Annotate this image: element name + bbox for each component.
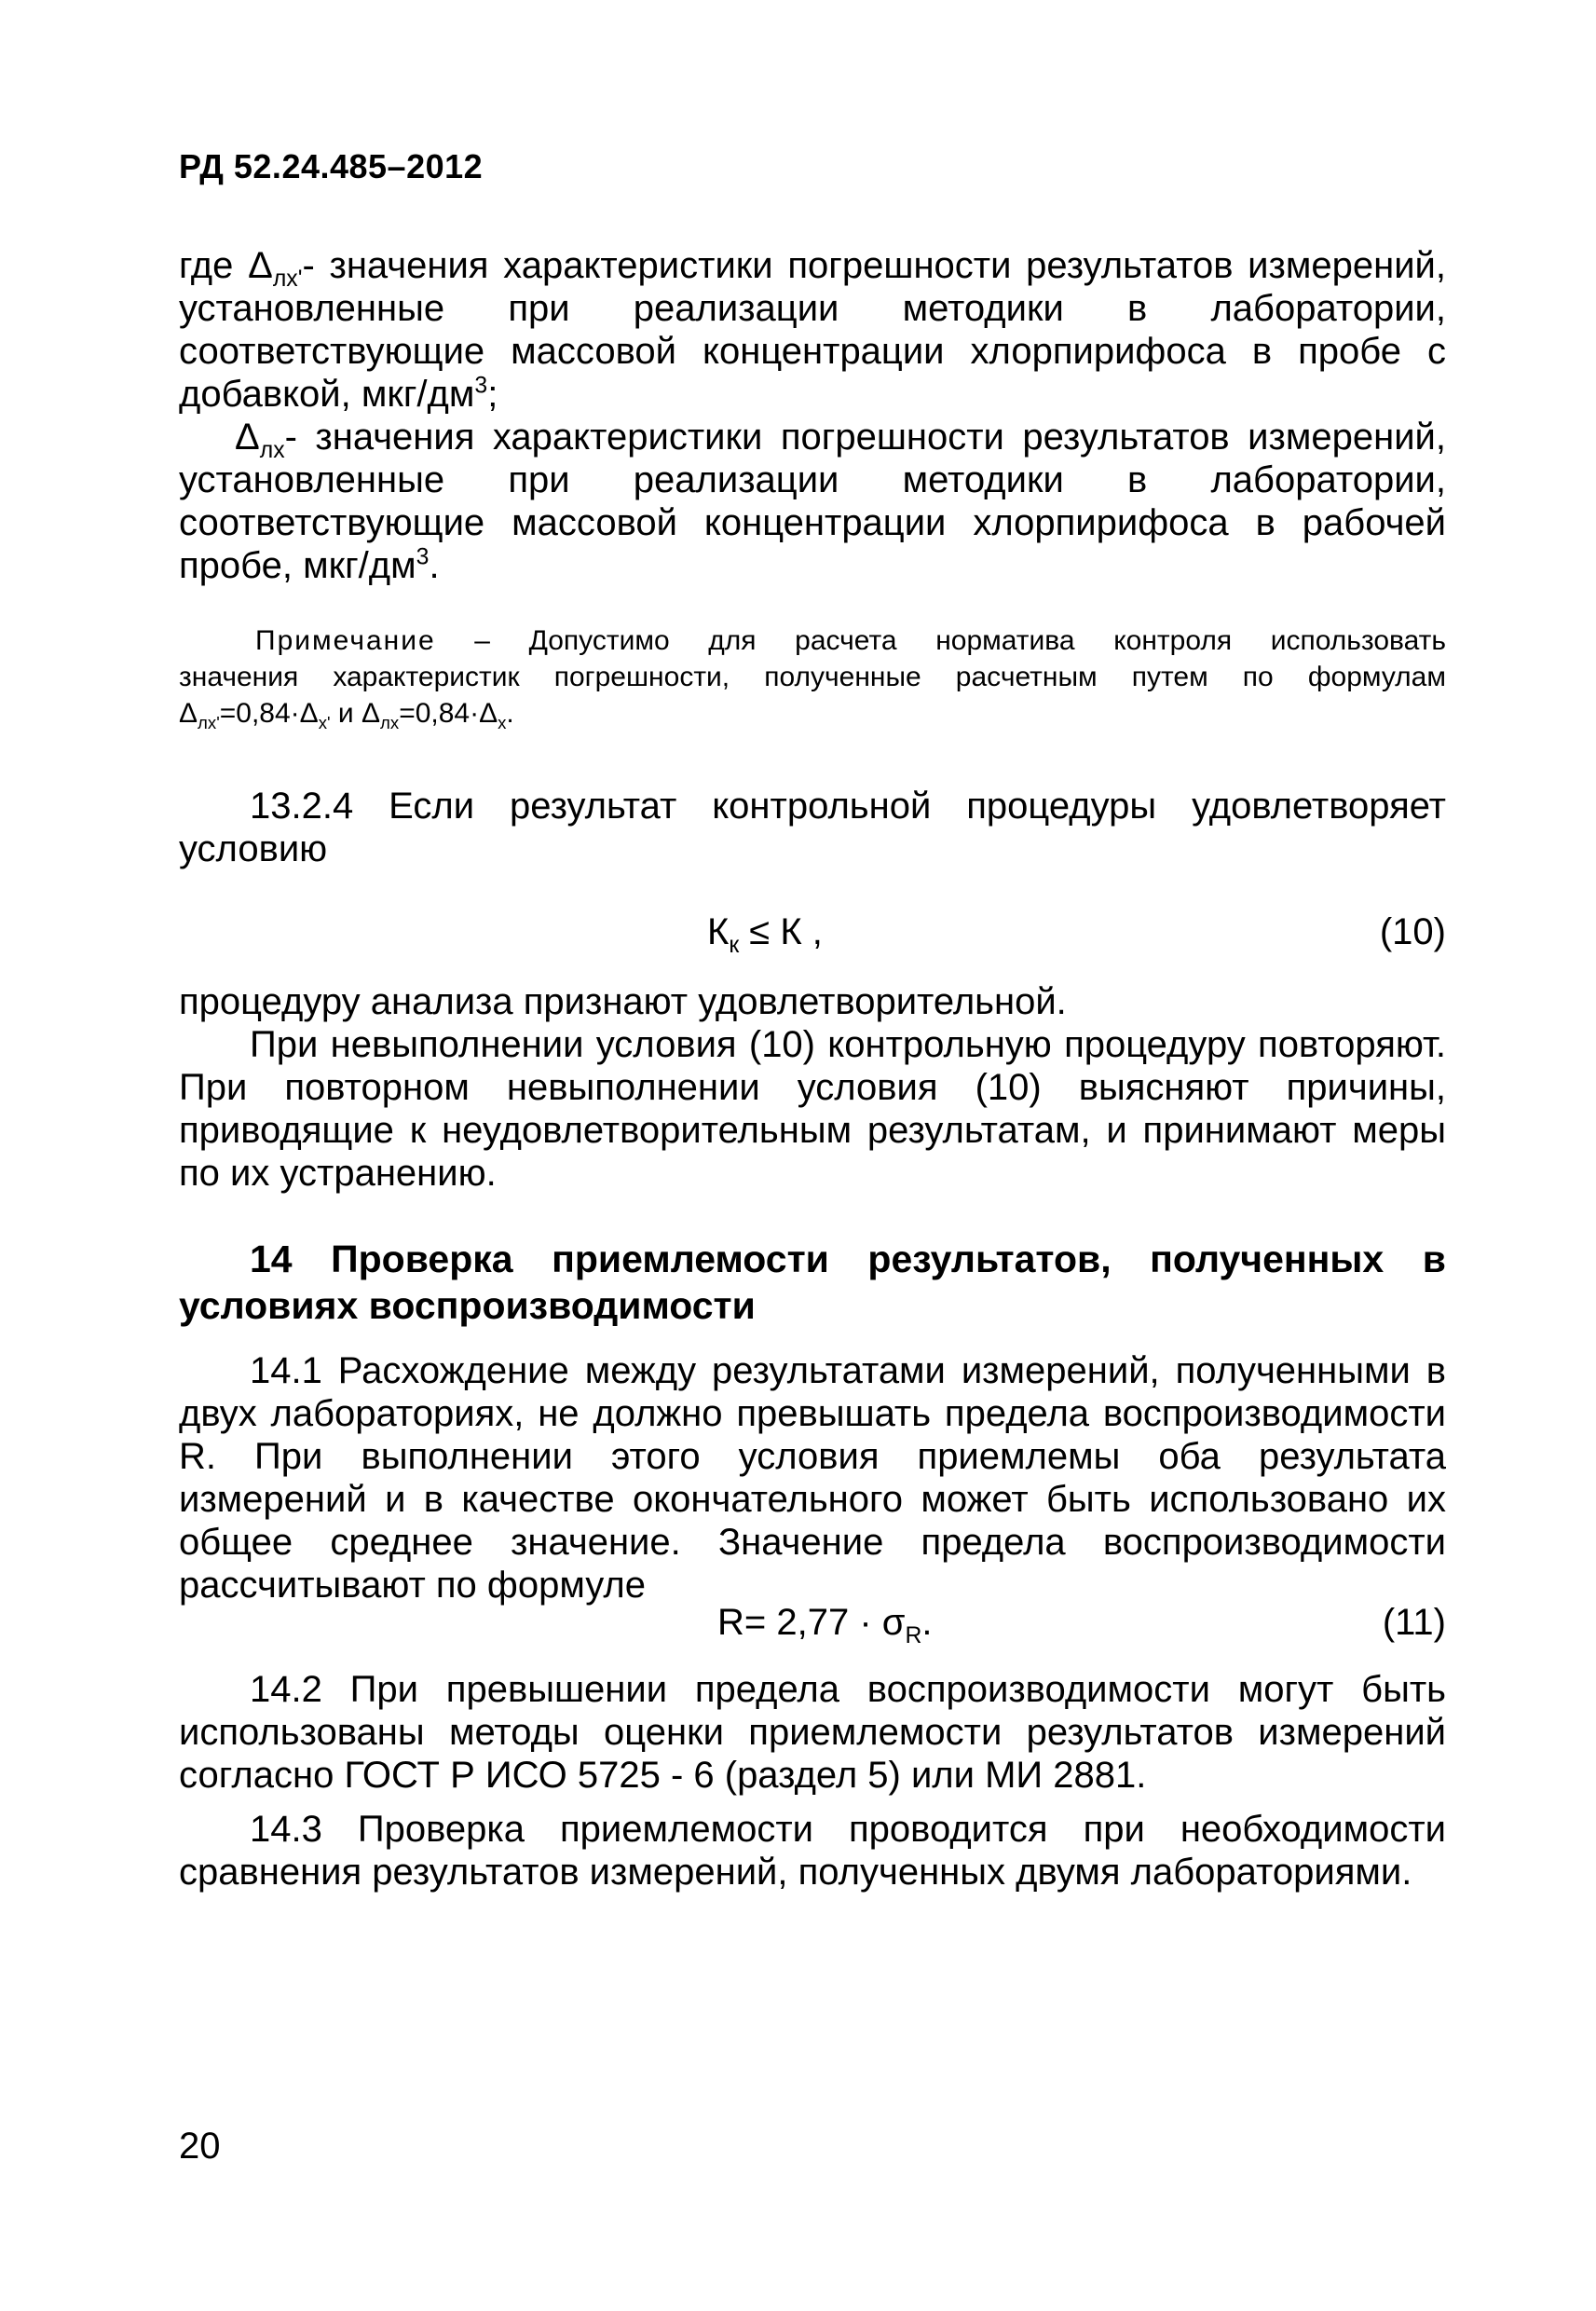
delta-lab-x-line4	[179, 373, 1446, 416]
text: Δ	[235, 417, 260, 458]
paragraph-14-1: 14.1 Расхождение между результатами измерений, полученными в двух лабораториях, не должно превышать предела воспроизводимости R. При выполнении этого условия приемлемы оба результата измерений и в качестве окончательного может быть использовано их общее среднее значение. Значение предела воспроизводимости рассчитывают по формуле	[179, 1350, 1446, 1606]
delta-lab-x-line3: соответствующие массовой концентрации хлорпирифоса в пробе с	[179, 331, 1446, 372]
note-label: Примечание	[255, 625, 436, 656]
subscript: х'	[318, 713, 331, 732]
delta-lab-line2: установленные при реализации методики в лаборатории,	[179, 459, 1446, 500]
section-14-title: 14 Проверка приемлемости результатов, полученных в условиях воспроизводимости	[179, 1238, 1446, 1327]
subscript: к	[729, 933, 740, 958]
text: ≤ К ,	[739, 911, 823, 952]
subscript: лх	[380, 713, 400, 732]
section-14-heading-block	[179, 1236, 1446, 1329]
subscript: лх'	[272, 267, 303, 292]
section-14-1	[179, 1349, 1446, 1607]
formula-11-number: (11)	[1382, 1602, 1446, 1643]
note-formulas	[179, 695, 1446, 732]
text: и Δ	[337, 698, 381, 729]
paragraph-14-2: 14.2 При превышении предела воспроизводимости могут быть использованы методы оценки приемлемости результатов измерений согласно ГОСТ Р ИСО 5725 - 6 (раздел 5) или МИ 2881.	[179, 1669, 1446, 1796]
delta-lab-line4	[179, 544, 1446, 587]
text: – Допустимо для расчета норматива контроля использовать	[435, 625, 1446, 656]
section-13-2-4-line2: условию	[179, 828, 328, 869]
text: R= 2,77 · σ	[717, 1602, 906, 1643]
subscript: х	[498, 713, 507, 732]
formula-11	[179, 1602, 1446, 1648]
formula-10-number: (10)	[1379, 911, 1446, 952]
text: - значения характеристики погрешности результатов измерений,	[302, 245, 1446, 286]
subscript: лх	[259, 438, 285, 463]
where-block	[179, 244, 1446, 587]
subscript: лх'	[198, 713, 220, 732]
document-id: РД 52.24.485–2012	[179, 147, 484, 185]
text: =0,84·Δ	[399, 698, 498, 729]
page-number: 20	[179, 2126, 221, 2167]
formula-11-expression	[717, 1602, 933, 1648]
delta-lab-line3: соответствующие массовой концентрации хлорпирифоса в рабочей	[179, 502, 1446, 543]
note-line1	[179, 622, 1446, 659]
delta-lab-x-line2: установленные при реализации методики в лаборатории,	[179, 288, 1446, 329]
text: .	[506, 698, 514, 729]
text: .	[429, 545, 440, 586]
text: где Δ	[179, 245, 273, 286]
delta-lab-line1	[179, 416, 1446, 463]
section-14-2	[179, 1668, 1446, 1797]
text: ;	[487, 374, 498, 415]
section-14-3	[179, 1808, 1446, 1894]
text: =0,84·Δ	[219, 698, 319, 729]
formula-10-expression	[707, 911, 823, 958]
note-line2: значения характеристик погрешности, полученные расчетным путем по формулам	[179, 662, 1446, 692]
delta-lab-x-line1	[179, 244, 1446, 292]
superscript: 3	[474, 373, 488, 399]
text: Δ	[179, 698, 198, 729]
text: пробе, мкг/дм	[179, 545, 416, 586]
text: .	[921, 1602, 933, 1643]
superscript: 3	[416, 544, 430, 570]
section-13-2-4	[179, 785, 1446, 870]
text: - значения характеристики погрешности результатов измерений,	[284, 417, 1446, 458]
subscript: R	[905, 1623, 922, 1648]
after-10-paragraph: При невыполнении условия (10) контрольную процедуру повторяют. При повторном невыполнении условия (10) выясняют причины, приводящие к неудовлетворительным результатам, и принимают меры по их устранению.	[179, 1024, 1446, 1194]
paragraph-14-3: 14.3 Проверка приемлемости проводится при необходимости сравнения результатов измерений, полученных двумя лабораториями.	[179, 1809, 1446, 1893]
text: добавкой, мкг/дм	[179, 374, 475, 415]
note-block	[179, 622, 1446, 732]
section-13-2-4-line1: 13.2.4 Если результат контрольной процедуры удовлетворяет	[250, 786, 1446, 827]
after-10-line1: процедуру анализа признают удовлетворительной.	[179, 981, 1067, 1022]
text: К	[707, 911, 730, 952]
formula-10	[179, 911, 1446, 958]
after-formula-10	[179, 980, 1446, 1195]
